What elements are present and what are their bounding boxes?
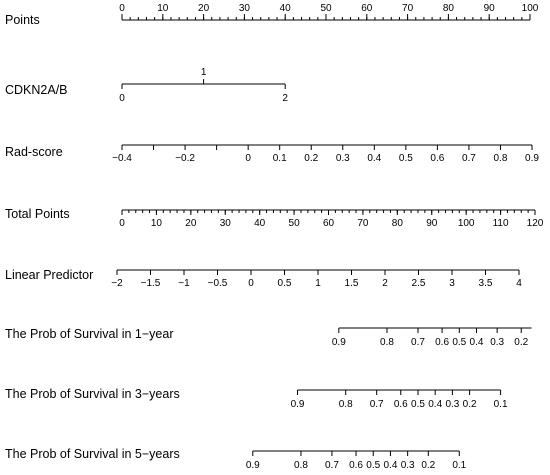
tick-label: 0.7 <box>461 153 476 164</box>
tick-label: 20 <box>198 3 210 14</box>
tick-label: 0.3 <box>400 460 415 471</box>
tick-label: 60 <box>361 3 373 14</box>
tick-label: 0.9 <box>331 337 346 348</box>
tick-label: 90 <box>426 218 438 229</box>
tick-label: 80 <box>442 3 454 14</box>
tick-label: −0.5 <box>207 278 228 289</box>
row-label-linear-predictor: Linear Predictor <box>5 268 94 282</box>
tick-label: 70 <box>402 3 414 14</box>
tick-label: 40 <box>254 218 266 229</box>
tick-label: 110 <box>492 218 509 229</box>
tick-label: 3.5 <box>478 278 493 289</box>
tick-label: 0.1 <box>493 399 508 410</box>
tick-label: 0.7 <box>369 399 384 410</box>
tick-label: −0.4 <box>112 153 132 164</box>
row-label-rad-score: Rad-score <box>5 145 63 159</box>
tick-label: 0.2 <box>304 153 319 164</box>
row-label-the-prob-of-survival-in-3-years: The Prob of Survival in 3−years <box>5 387 180 401</box>
tick-label: 10 <box>150 218 162 229</box>
tick-label: 1 <box>315 278 321 289</box>
tick-label: 20 <box>185 218 197 229</box>
tick-label: 2 <box>382 278 388 289</box>
tick-label: 120 <box>526 218 544 229</box>
tick-label: 40 <box>279 3 291 14</box>
tick-label: 0.5 <box>452 337 467 348</box>
tick-label: 0.8 <box>338 399 353 410</box>
tick-label: 0.9 <box>290 399 305 410</box>
tick-label: 0.9 <box>525 153 539 164</box>
tick-label: −0.2 <box>175 153 195 164</box>
tick-label: 50 <box>320 3 332 14</box>
tick-label: 0.1 <box>272 153 287 164</box>
tick-label: 0.2 <box>462 399 477 410</box>
tick-label: 1.5 <box>344 278 359 289</box>
tick-label: 0.4 <box>367 153 382 164</box>
tick-label: 0.8 <box>294 460 308 471</box>
tick-label: 0 <box>119 218 125 229</box>
level-label: 0 <box>119 93 125 104</box>
tick-label: 4 <box>516 278 522 289</box>
tick-label: 0.2 <box>514 337 529 348</box>
tick-label: 90 <box>483 3 495 14</box>
tick-label: 0.8 <box>380 337 394 348</box>
tick-label: 0.5 <box>277 278 292 289</box>
tick-label: 0.3 <box>335 153 350 164</box>
tick-label: 0.6 <box>430 153 445 164</box>
tick-label: 0.4 <box>428 399 443 410</box>
tick-label: 30 <box>238 3 250 14</box>
tick-label: 0 <box>245 153 251 164</box>
tick-label: 0.5 <box>411 399 425 410</box>
tick-label: 0 <box>248 278 254 289</box>
row-label-total-points: Total Points <box>5 207 70 221</box>
row-label-the-prob-of-survival-in-1-year: The Prob of Survival in 1−year <box>5 327 174 341</box>
tick-label: 3 <box>449 278 455 289</box>
tick-label: 0.4 <box>383 460 398 471</box>
tick-label: 0.5 <box>398 153 413 164</box>
tick-label: 0.8 <box>493 153 508 164</box>
tick-label: 0.6 <box>435 337 450 348</box>
tick-label: 0.7 <box>324 460 339 471</box>
tick-label: −2 <box>111 278 123 289</box>
tick-label: −1.5 <box>140 278 161 289</box>
level-label: 1 <box>200 67 207 78</box>
tick-label: 0.4 <box>469 337 484 348</box>
tick-label: 0.7 <box>411 337 425 348</box>
tick-label: −1 <box>178 278 190 289</box>
tick-label: 80 <box>391 218 403 229</box>
tick-label: 10 <box>157 3 169 14</box>
tick-label: 2.5 <box>411 278 426 289</box>
tick-label: 0.9 <box>245 460 260 471</box>
level-label: 2 <box>282 93 288 104</box>
tick-label: 0.6 <box>349 460 363 471</box>
tick-label: 100 <box>521 3 539 14</box>
tick-label: 70 <box>357 218 369 229</box>
tick-label: 100 <box>457 218 475 229</box>
tick-label: 0.3 <box>490 337 505 348</box>
tick-label: 0.2 <box>421 460 436 471</box>
row-label-the-prob-of-survival-in-5-years: The Prob of Survival in 5−years <box>5 447 180 461</box>
tick-label: 0.1 <box>452 460 467 471</box>
row-label-cdkn2a-b: CDKN2A/B <box>5 83 68 97</box>
tick-label: 0.3 <box>445 399 460 410</box>
tick-label: 60 <box>322 218 335 229</box>
tick-label: 30 <box>219 218 231 229</box>
tick-label: 0.6 <box>393 399 408 410</box>
row-label-points: Points <box>5 13 40 27</box>
tick-label: 0 <box>119 3 125 14</box>
tick-label: 50 <box>288 218 300 229</box>
tick-label: 0.5 <box>366 460 381 471</box>
